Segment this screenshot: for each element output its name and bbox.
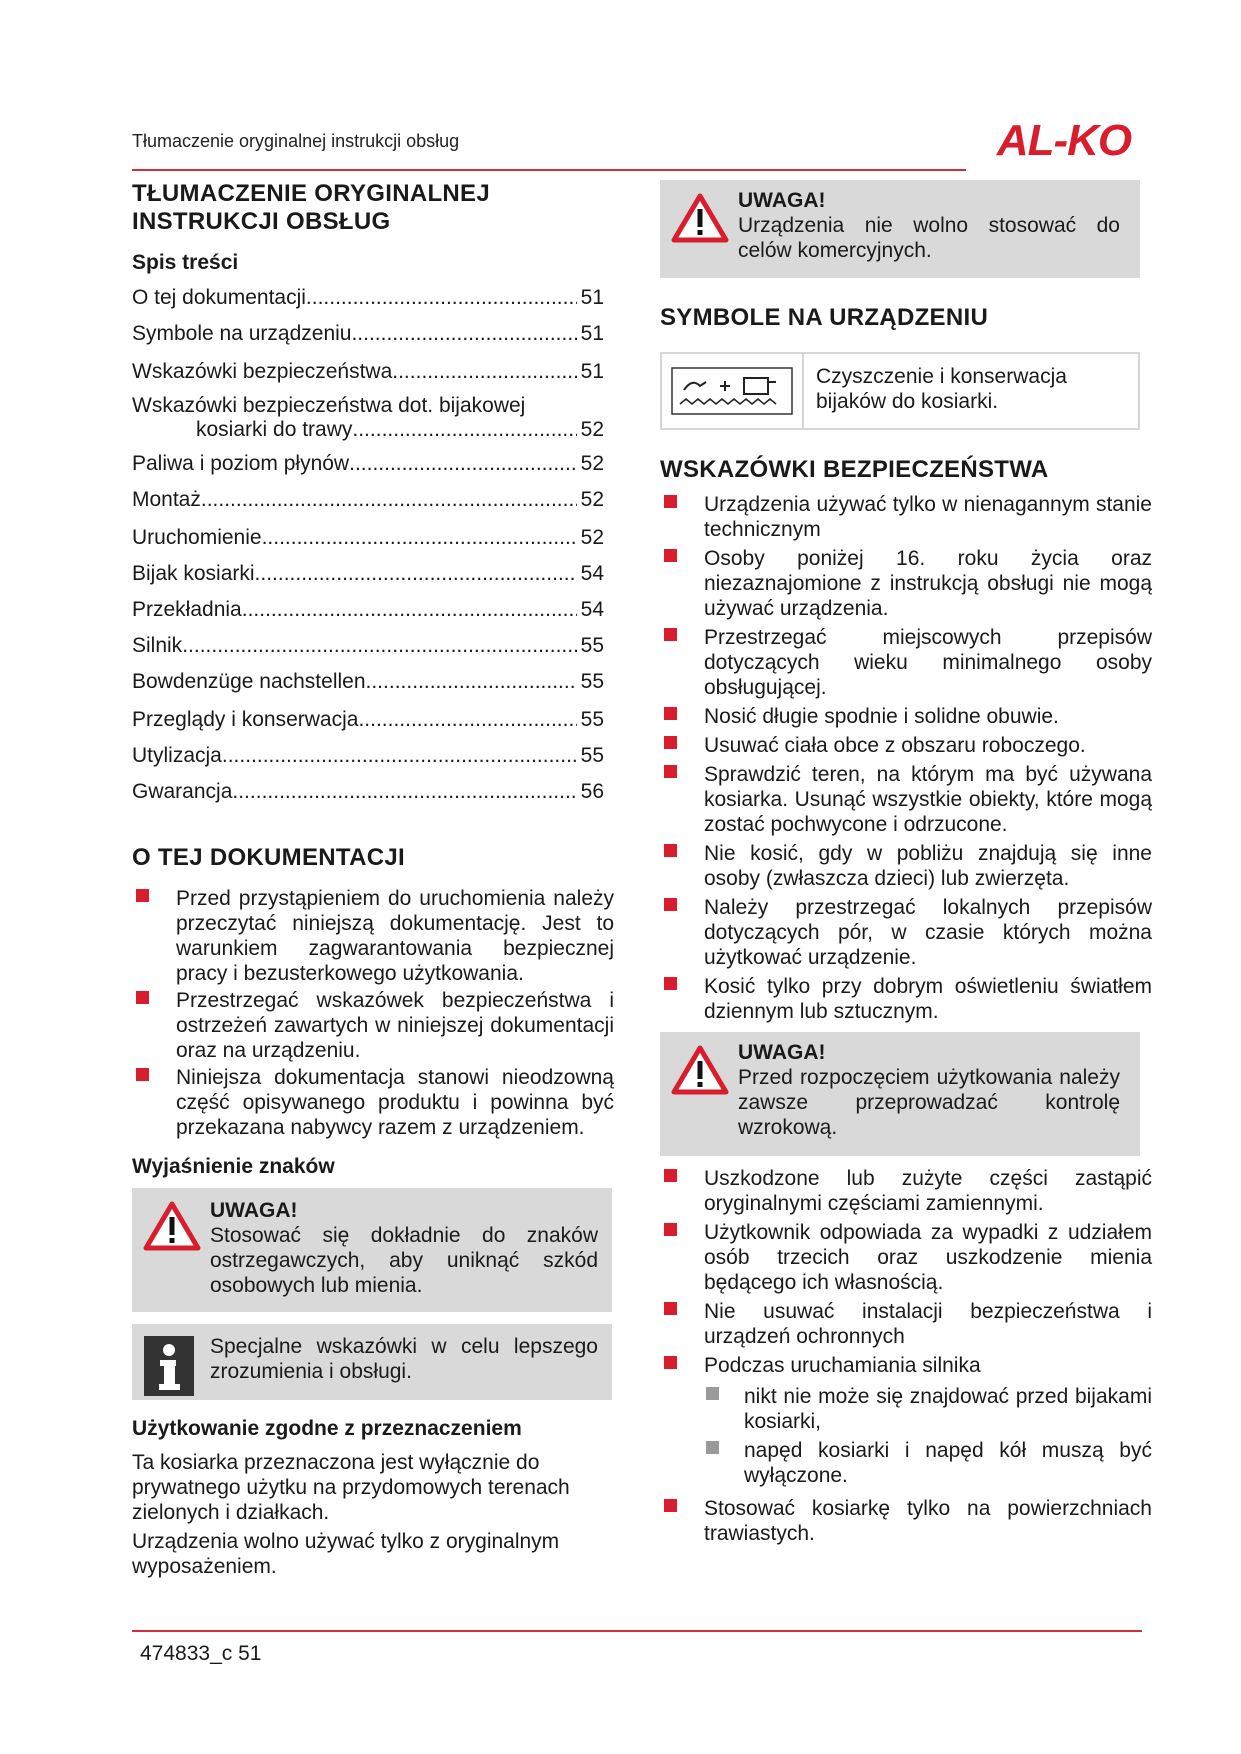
use-paragraph-2: Urządzenia wolno używać tylko z oryginalnym wyposażeniem. xyxy=(132,1530,560,1578)
toc-entry[interactable]: O tej dokumentacji ..... 51 xyxy=(132,286,604,322)
toc-entry[interactable]: Symbole na urządzeniu ..... 51 xyxy=(132,322,604,360)
footer-rule xyxy=(132,1630,1142,1632)
list-item: napęd kosiarki i napęd kół muszą być wyłączone. xyxy=(660,1438,1152,1488)
list-item: Przestrzegać wskazówek bezpieczeństwa i ostrzeżeń zawartych w niniejszej dokumentacji oraz na urządzeniu. xyxy=(132,988,614,1063)
info-text: Specjalne wskazówki w celu lepszego zrozumienia i obsługi. xyxy=(210,1335,598,1383)
maintenance-symbol-icon xyxy=(662,354,802,428)
toc-entry[interactable]: Montaż ..... 52 xyxy=(132,488,604,526)
sub-bullets xyxy=(660,1384,1152,1488)
header-rule xyxy=(132,169,966,171)
list-item: Uszkodzone lub zużyte części zastąpić oryginalnymi częściami zamiennymi. xyxy=(660,1166,1152,1216)
right-column xyxy=(660,180,1152,1546)
main-title: TŁUMACZENIE ORYGINALNEJ INSTRUKCJI OBSŁUG xyxy=(132,180,491,235)
toc-entry[interactable]: Gwarancja ..... 56 xyxy=(132,780,604,816)
toc-entry[interactable]: Przeglądy i konserwacja ..... 55 xyxy=(132,708,604,744)
safety-bullets xyxy=(660,492,1152,1024)
safety-bullets-2 xyxy=(660,1166,1152,1378)
use-paragraph-1: Ta kosiarka przeznaczona jest wyłącznie do prywatnego użytku na przydomowych terenach zielonych i działkach. xyxy=(132,1451,570,1524)
toc-entry[interactable]: Utylizacja ..... 55 xyxy=(132,744,604,780)
symbol-description: Czyszczenie i konserwacja bijaków do kosiarki. xyxy=(816,365,1067,413)
warning-box xyxy=(660,1032,1140,1156)
list-item: Przed przystąpieniem do uruchomienia należy przeczytać niniejszą dokumentację. Jest to warunkiem zagwarantowania bezpiecznej pracy i bezusterkowego użytkowania. xyxy=(132,886,614,986)
list-item: Użytkownik odpowiada za wypadki z udziałem osób trzecich oraz uszkodzenie mienia będącego ich własnością. xyxy=(660,1220,1152,1295)
toc-entry[interactable]: Uruchomienie ..... 52 xyxy=(132,526,604,562)
list-item: Osoby poniżej 16. roku życia oraz niezaznajomione z instrukcją obsługi nie mogą używać urządzenia. xyxy=(660,546,1152,621)
warning-box xyxy=(660,180,1140,278)
list-item: Należy przestrzegać lokalnych przepisów dotyczących pór, w czasie których można użytkować urządzenie. xyxy=(660,895,1152,970)
toc-entry[interactable]: Bowdenzüge nachstellen ..... 55 xyxy=(132,670,604,708)
list-item: Nosić długie spodnie i solidne obuwie. xyxy=(660,704,1152,729)
warning-icon xyxy=(670,192,730,244)
toc-entry[interactable]: Paliwa i poziom płynów ..... 52 xyxy=(132,452,604,488)
last-bullet xyxy=(660,1496,1152,1546)
info-icon xyxy=(144,1336,194,1396)
list-item: Kosić tylko przy dobrym oświetleniu światłem dziennym lub sztucznym. xyxy=(660,974,1152,1024)
header-title: Tłumaczenie oryginalnej instrukcji obsług xyxy=(132,131,460,151)
list-item: Sprawdzić teren, na którym ma być używana kosiarka. Usunąć wszystkie obiekty, które mogą zostać pochwycone i odrzucone. xyxy=(660,762,1152,837)
table-of-contents xyxy=(132,286,604,816)
left-column xyxy=(132,180,612,1579)
use-heading: Użytkowanie zgodne z przeznaczeniem xyxy=(132,1417,522,1440)
signs-heading: Wyjaśnienie znaków xyxy=(132,1155,335,1178)
list-item: Nie kosić, gdy w pobliżu znajdują się inne osoby (zwłaszcza dzieci) lub zwierzęta. xyxy=(660,841,1152,891)
list-item: Usuwać ciała obce z obszaru roboczego. xyxy=(660,733,1152,758)
list-item: Urządzenia używać tylko w nienagannym stanie technicznym xyxy=(660,492,1152,542)
toc-entry[interactable]: Wskazówki bezpieczeństwa dot. bijakowej kosiarki do trawy ..... 52 xyxy=(132,394,604,452)
list-item: Niniejsza dokumentacja stanowi nieodzowną część opisywanego produktu i powinna być przekazana nabywcy razem z urządzeniem. xyxy=(132,1065,614,1140)
warning-box xyxy=(132,1188,612,1312)
toc-heading: Spis treści xyxy=(132,251,239,274)
toc-entry[interactable]: Silnik ..... 55 xyxy=(132,634,604,670)
warning-text: Urządzenia nie wolno stosować do celów komercyjnych. xyxy=(738,214,1120,262)
warning-icon xyxy=(670,1044,730,1096)
list-item: Podczas uruchamiania silnika xyxy=(660,1353,1152,1378)
doc-heading: O TEJ DOKUMENTACJI xyxy=(132,844,405,871)
warning-text: Przed rozpoczęciem użytkowania należy zawsze przeprowadzać kontrolę wzrokową. xyxy=(738,1066,1120,1139)
warning-title: UWAGA! xyxy=(738,189,826,212)
warning-icon xyxy=(142,1200,202,1252)
safety-heading: WSKAZÓWKI BEZPIECZEŃSTWA xyxy=(660,456,1049,483)
toc-entry[interactable]: Bijak kosiarki ..... 54 xyxy=(132,562,604,598)
toc-entry[interactable]: Przekładnia ..... 54 xyxy=(132,598,604,634)
warning-title: UWAGA! xyxy=(210,1199,298,1222)
list-item: nikt nie może się znajdować przed bijakami kosiarki, xyxy=(660,1384,1152,1434)
list-item: Nie usuwać instalacji bezpieczeństwa i urządzeń ochronnych xyxy=(660,1299,1152,1349)
footer-text: 474833_c 51 xyxy=(140,1642,262,1665)
warning-title: UWAGA! xyxy=(738,1041,826,1064)
toc-entry[interactable]: Wskazówki bezpieczeństwa ..... 51 xyxy=(132,360,604,394)
list-item: Przestrzegać miejscowych przepisów dotyczących wieku minimalnego osoby obsługującej. xyxy=(660,625,1152,700)
svg-text:AL-KO: AL-KO xyxy=(996,118,1132,162)
list-item: Stosować kosiarkę tylko na powierzchniach trawiastych. xyxy=(660,1496,1152,1546)
symbol-box xyxy=(660,352,1140,430)
doc-bullets xyxy=(132,886,614,1140)
alko-logo xyxy=(984,118,1144,162)
info-box xyxy=(132,1324,612,1400)
symbols-heading: SYMBOLE NA URZĄDZENIU xyxy=(660,304,989,331)
warning-text: Stosować się dokładnie do znaków ostrzegawczych, aby uniknąć szkód osobowych lub mienia. xyxy=(210,1224,598,1297)
